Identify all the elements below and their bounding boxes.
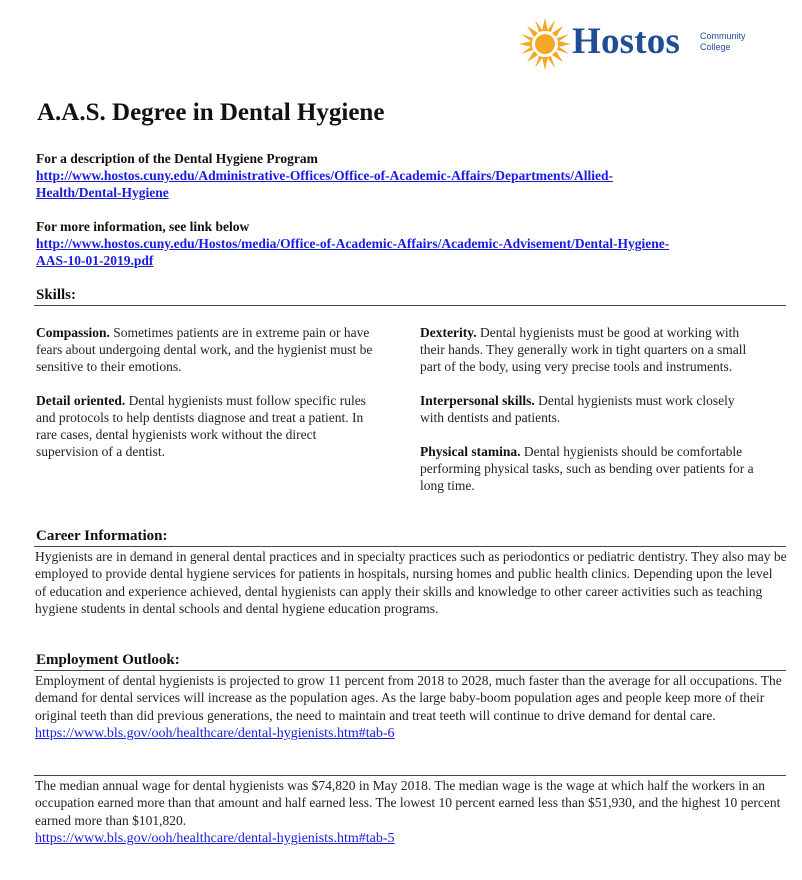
wage-divider: [34, 775, 786, 776]
outlook-heading: Employment Outlook:: [36, 652, 180, 668]
skills-divider: [34, 305, 786, 306]
skill-dexterity: Dexterity. Dental hygienists must be good at working with their hands. They generally work in tight quarters on a small part of the body, using very precise tools and instruments.: [420, 325, 747, 374]
career-divider: [34, 546, 786, 547]
more-info-link[interactable]: http://www.hostos.cuny.edu/Hostos/media/Office-of-Academic-Affairs/Academic-Advisement/Dental-Hygiene- AAS-10-01-2019.pdf: [36, 236, 670, 268]
skill-physical-stamina: Physical stamina. Dental hygienists should be comfortable performing physical tasks, such as bending over patients for a long time.: [420, 444, 754, 493]
more-info-label: For more information, see link below: [36, 219, 250, 234]
skills-heading: Skills:: [36, 287, 77, 303]
logo-subtitle: Community College: [700, 31, 746, 52]
skills-right-column: [420, 324, 760, 511]
page-title: A.A.S. Degree in Dental Hygiene: [37, 99, 385, 126]
sun-icon: [520, 16, 572, 72]
skill-compassion: Compassion. Sometimes patients are in extreme pain or have fears about undergoing dental work, and the hygienist must be sensitive to their emotions.: [36, 325, 373, 374]
logo-wordmark: Hostos: [572, 21, 681, 62]
outlook-paragraph: Employment of dental hygienists is projected to grow 11 percent from 2018 to 2028, much faster than the average for all occupations. The demand for dental services will increase as the population ages. As the large baby-boom population ages and people keep more of their original teeth than did previous generations, the need to maintain and treat teeth will continue to drive demand for dental care. https://www.bls.gov/ooh/healthcare/dental-hygienists.htm#tab-6: [35, 673, 782, 742]
description-section: [36, 150, 776, 201]
career-paragraph: Hygienists are in demand in general dental practices and in specialty practices such as periodontics or pediatric dentistry. They also may be employed to provide dental hygiene services for patients in hospitals, nursing homes and public health clinics. Depending upon the level of education and experience achieved, dental hygienists can apply their skills and knowledge to other career activities such as teaching hygiene students in dental schools and dental hygiene education programs.: [35, 549, 787, 617]
wage-link[interactable]: https://www.bls.gov/ooh/healthcare/dental-hygienists.htm#tab-5: [35, 831, 395, 847]
description-link[interactable]: http://www.hostos.cuny.edu/Administrative-Offices/Office-of-Academic-Affairs/Departments/Allied- Health/Dental-Hygiene: [36, 168, 614, 200]
more-info-section: [36, 218, 776, 269]
description-label: For a description of the Dental Hygiene Program: [36, 151, 318, 166]
outlook-divider: [34, 670, 786, 671]
career-heading: Career Information:: [36, 528, 168, 544]
skills-left-column: [36, 324, 376, 477]
hostos-logo: [520, 16, 760, 72]
skill-interpersonal: Interpersonal skills. Dental hygienists must work closely with dentists and patients.: [420, 393, 735, 425]
outlook-link[interactable]: https://www.bls.gov/ooh/healthcare/dental-hygienists.htm#tab-6: [35, 726, 395, 742]
skill-detail-oriented: Detail oriented. Dental hygienists must follow specific rules and protocols to help dentists diagnose and treat a patient. In rare cases, dental hygienists work without the direct supervision of a dentist.: [36, 393, 366, 459]
wage-paragraph: The median annual wage for dental hygienists was $74,820 in May 2018. The median wage is the wage at which half the workers in an occupation earned more than that amount and half earned less. The lowest 10 percent earned less than $51,930, and the highest 10 percent earned more than $101,820. https://www.bls.gov/ooh/healthcare/dental-hygienists.htm#tab-5: [35, 778, 781, 847]
